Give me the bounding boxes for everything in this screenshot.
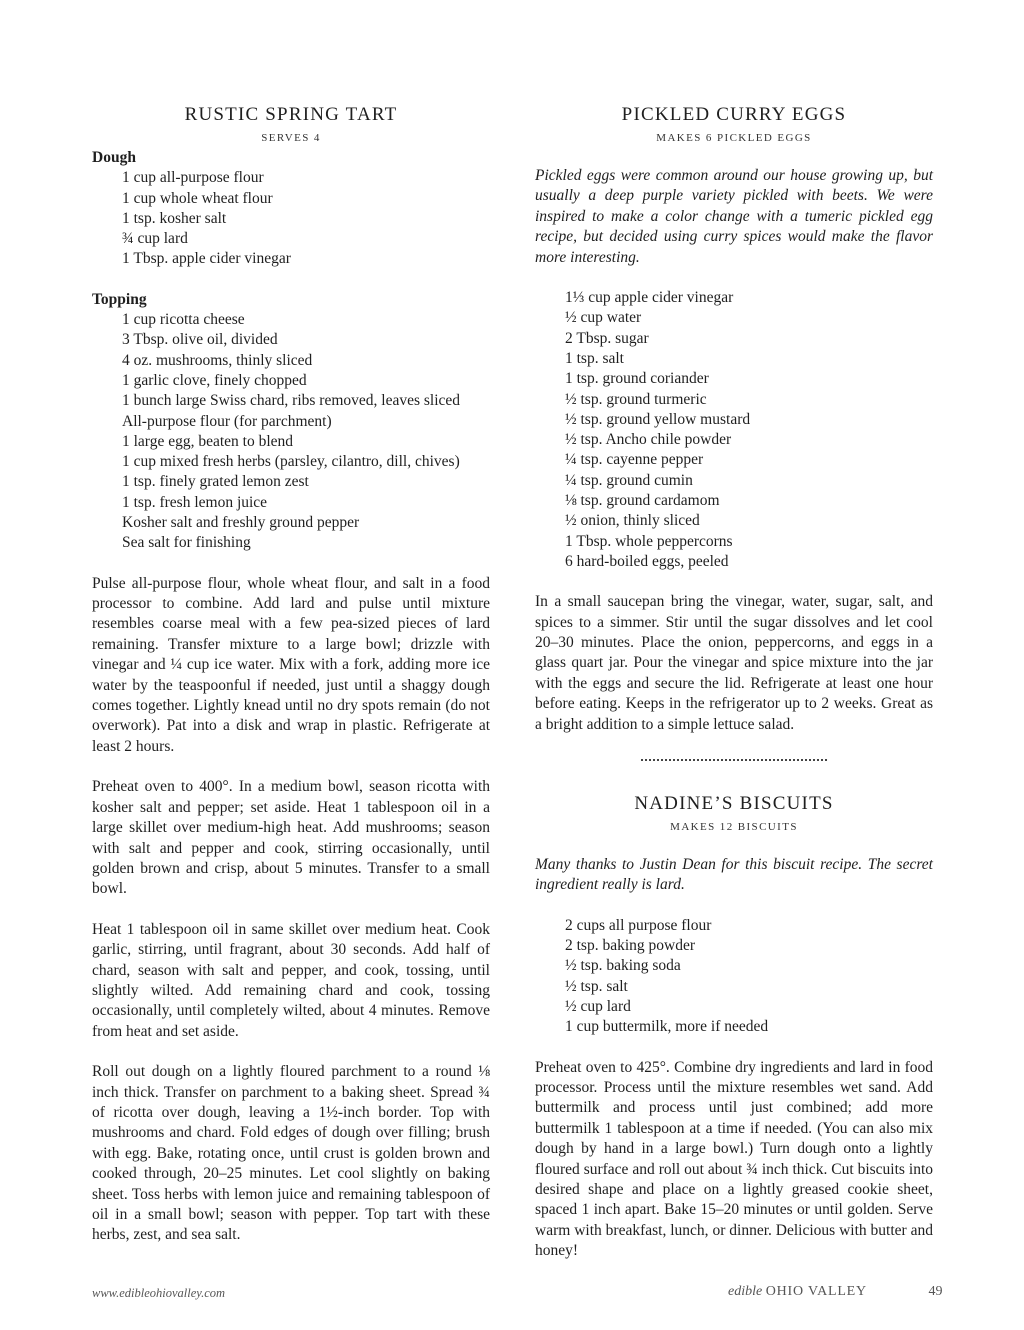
footer-website: www.edibleohiovalley.com [92, 1286, 226, 1300]
biscuits-recipe [535, 789, 933, 1262]
spacer [92, 554, 490, 574]
spacer [535, 268, 933, 288]
ingredient: 1 tsp. fresh lemon juice [122, 493, 268, 511]
ingredient: All-purpose flour (for parchment) [122, 412, 332, 430]
tart-step-3: Heat 1 tablespoon oil in same skillet over medium heat. Cook garlic, stirring, until fragrant, about 30 seconds. Add half of chard, season with salt and pepper, and cook, tossing, until slightly wilted. Add remaining chard and cook, tossing occasionally, until completely wilted, about 4 minutes. Remove from heat and set aside. [92, 920, 490, 1040]
ingredient: Sea salt for finishing [122, 534, 251, 552]
brand-ohio-valley: OHIO VALLEY [765, 1284, 867, 1299]
page-number: 49 [928, 1284, 943, 1299]
eggs-title: PICKLED CURRY EGGS [621, 104, 847, 125]
eggs-steps: In a small saucepan bring the vinegar, water, sugar, salt, and spices to a simmer. Stir until the sugar dissolves and let cool 20–30 minutes. Place the onion, peppercorns, and eggs in a glass quart jar. Pour the vinegar and spice mixture into the jar with the eggs and secure the lid. Refrigerate at least one hour before eating. Keeps in the refrigerator up to 2 weeks. Great as a bright addition to a simple lettuce salad. [535, 593, 933, 733]
ingredient: 1 Tbsp. whole peppercorns [565, 532, 733, 550]
ingredient: 1 tsp. salt [565, 349, 624, 367]
topping-ingredient-list [92, 310, 490, 554]
ingredient: 1 tsp. kosher salt [122, 209, 227, 227]
eggs-intro: Pickled eggs were common around our house growing up, but usually a deep purple variety pickled with beets. We were inspired to make a color change with a tumeric pickled egg recipe, but decided using curry spices would make the flavor more interesting. [535, 167, 933, 266]
ingredient: 1 tsp. ground coriander [565, 370, 709, 388]
ingredient: ½ cup lard [565, 998, 631, 1016]
biscuits-serves: MAKES 12 BISCUITS [670, 821, 798, 834]
footer-brand [728, 1284, 942, 1300]
ingredient: 1 garlic clove, finely chopped [122, 371, 307, 389]
spacer [535, 1038, 933, 1058]
spacer [92, 270, 490, 290]
spacer [92, 1042, 490, 1062]
brand-edible: edible [728, 1284, 763, 1299]
spacer [535, 572, 933, 592]
eggs-ingredient-list [535, 288, 933, 572]
ingredient: ½ tsp. ground yellow mustard [565, 410, 751, 428]
ingredient: ½ tsp. salt [565, 977, 628, 995]
tart-step-4: Roll out dough on a lightly floured parchment to a round ⅛ inch thick. Transfer on parchment to a baking sheet. Spread ¾ of ricotta over dough, leaving a 1½-inch border. Top with mushrooms and chard. Fold edges of dough over filling; brush with egg. Bake, rotating once, until crust is golden brown and cooked through, 20–25 minutes. Let cool slightly on baking sheet. Toss herbs with lemon juice and remaining tablespoon of oil in a small bowl; season with pepper. Top tart with these herbs, zest, and sea salt. [92, 1063, 490, 1244]
dough-heading: Dough [92, 149, 136, 166]
tart-title: RUSTIC SPRING TART [184, 104, 398, 125]
ingredient: 1 Tbsp. apple cider vinegar [122, 250, 291, 268]
tart-recipe [92, 100, 490, 1246]
tart-serves: SERVES 4 [261, 132, 321, 144]
ingredient: ½ cup water [565, 309, 642, 327]
ingredient: ¼ tsp. ground cumin [565, 471, 693, 489]
ingredient: ½ tsp. baking soda [565, 957, 681, 975]
ingredient: ¼ tsp. cayenne pepper [565, 451, 704, 469]
biscuits-title: NADINE’S BISCUITS [634, 793, 834, 815]
tart-step-2: Preheat oven to 400°. In a medium bowl, season ricotta with kosher salt and pepper; set aside. Heat 1 tablespoon oil in a large skillet over medium-high heat. Add mushrooms; season with salt and pepper and cook, stirring occasionally, until golden brown and crisp, about 5 minutes. Transfer to a small bowl. [92, 778, 490, 898]
ingredient: ⅛ tsp. ground cardamom [565, 492, 720, 509]
ingredient: 1 cup buttermilk, more if needed [565, 1018, 769, 1036]
ingredient: 2 cups all purpose flour [565, 916, 712, 934]
ingredient: 1 cup whole wheat flour [122, 189, 273, 207]
spacer [92, 900, 490, 920]
ingredient: ¾ cup lard [122, 230, 188, 248]
ingredient: 1 cup ricotta cheese [122, 311, 245, 329]
ingredient: ½ onion, thinly sliced [565, 512, 700, 530]
spacer [92, 757, 490, 777]
dough-ingredient-list [92, 168, 490, 269]
ingredient: 6 hard-boiled eggs, peeled [565, 552, 729, 570]
ingredient: 1 large egg, beaten to blend [122, 432, 294, 450]
biscuits-ingredient-list [535, 916, 933, 1038]
ingredient: ½ tsp. Ancho chile powder [565, 431, 732, 449]
eggs-recipe [535, 100, 933, 735]
tart-step-1: Pulse all-purpose flour, whole wheat flour, and salt in a food processor to combine. Add lard and pulse until mixture resembles coarse meal with a few pea-sized pieces of lard remaining. Transfer mixture to a large bowl; drizzle with vinegar and ¼ cup ice water. Mix with a fork, adding more ice water by the teaspoonful if needed, just until a shaggy dough comes together. Lightly knead until no dry spots remain (do not overwork). Pat into a disk and wrap in plastic. Refrigerate at least 2 hours. [92, 574, 490, 755]
ingredient: 2 Tbsp. sugar [565, 329, 649, 347]
ingredient: 1 cup all-purpose flour [122, 169, 264, 187]
ingredient: ½ tsp. ground turmeric [565, 390, 707, 408]
ingredient: Kosher salt and freshly ground pepper [122, 514, 360, 532]
ingredient: 1⅓ cup apple cider vinegar [565, 289, 734, 307]
ingredient: 2 tsp. baking powder [565, 937, 696, 955]
topping-heading: Topping [92, 290, 147, 308]
biscuits-intro: Many thanks to Justin Dean for this biscuit recipe. The secret ingredient really is lard. [535, 856, 933, 894]
spacer [535, 896, 933, 916]
right-column [535, 100, 933, 1262]
ingredient: 1 tsp. finely grated lemon zest [122, 473, 309, 491]
ingredient: 1 cup mixed fresh herbs (parsley, cilantro, dill, chives) [122, 453, 460, 471]
ingredient: 4 oz. mushrooms, thinly sliced [122, 351, 313, 369]
biscuits-steps: Preheat oven to 425°. Combine dry ingredients and lard in food processor. Process until the mixture resembles wet sand. Add buttermilk and process until just combined; add more buttermilk 1 tablespoon at a time if needed. (You can also mix dough by hand in a large bowl.) Turn dough onto a lightly floured surface and roll out about ¾ inch thick. Cut biscuits into desired shape and place on a lightly greased cookie sheet, spaced 1 inch apart. Bake 15–20 minutes or until golden. Serve warm with breakfast, lunch, or dinner. Delicious with butter and honey! [535, 1058, 933, 1260]
ingredient: 3 Tbsp. olive oil, divided [122, 331, 278, 349]
eggs-serves: MAKES 6 PICKLED EGGS [656, 132, 812, 144]
ingredient: 1 bunch large Swiss chard, ribs removed, leaves sliced [122, 392, 461, 410]
